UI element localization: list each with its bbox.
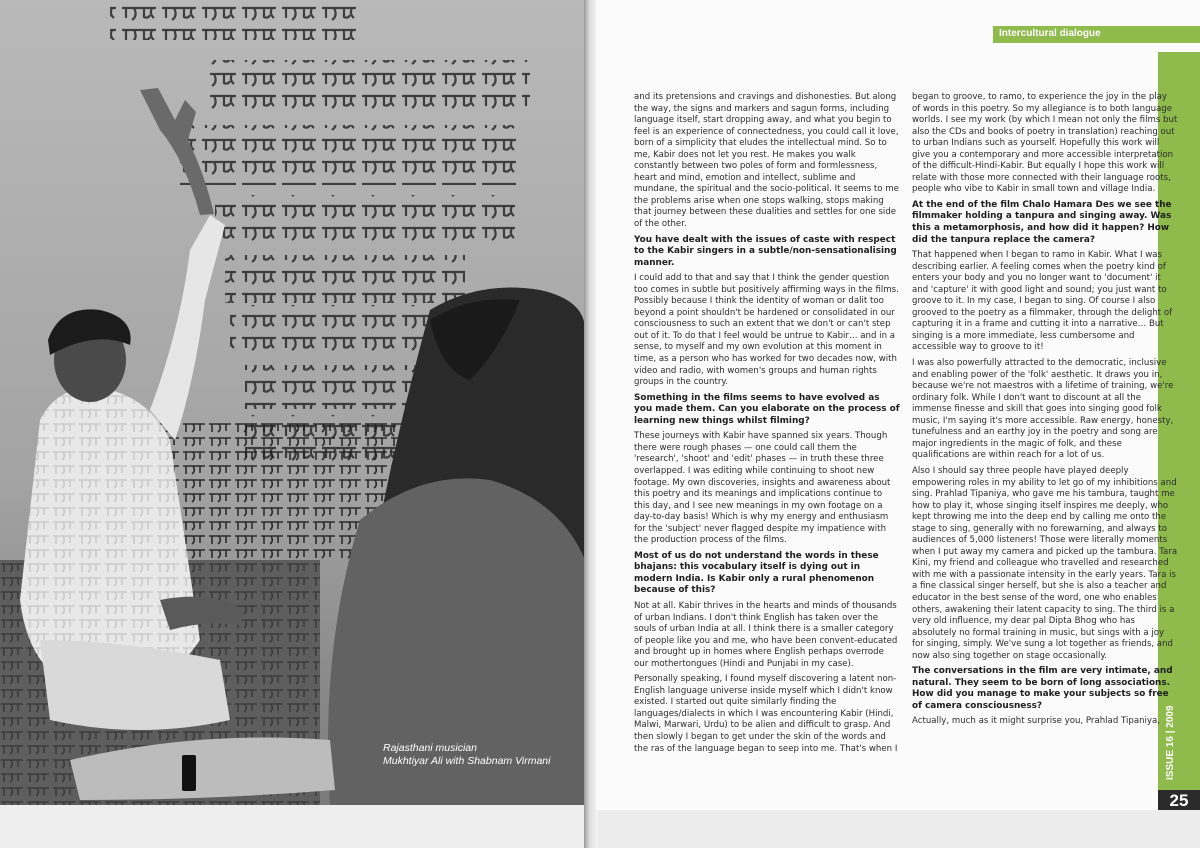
text-column-2 [912, 92, 1178, 732]
section-header [993, 26, 1200, 43]
page-number: 25 [1158, 790, 1200, 810]
article-page [596, 0, 1200, 810]
question: At the end of the film Chalo Hamara Des we see the filmmaker holding a tanpura and singing away. Was this a metamorphosis, and how did it happen? How did the tanpura replace the camera? [912, 199, 1172, 245]
paragraph: Personally speaking, I found myself discovering a latent non-English language universe inside myself which I didn't know existed. I started out quite similarly finding the languages/dialects in which I was encountering Kabir (Hindi, Malwi, Marwari, Urdu) to be alien and difficult to grasp. And then slowly I began to get under the skin of the words and the ras of the language began to seep into me. That's when I [634, 674, 898, 754]
paragraph: I could add to that and say that I think the gender question too comes in subtle but positively affirming ways in the films. Possibly because I think the identity of woman or dalit too beyond a point shouldn't be hardened or consolidated in our consciousness to such an extent that we don't or can't step out of it. To do that I feel would be untrue to Kabir… and in a sense, to myself and my own evolution at this moment in time, as a person who has worked for two decades now, with video and radio, with women's groups and human rights groups in the country. [634, 273, 899, 388]
photo-page [0, 0, 585, 805]
question: Something in the films seems to have evolved as you made them. Can you elaborate on the process of learning new things whilst filming? [634, 392, 900, 426]
scan-bottom-edge [0, 805, 585, 848]
paragraph: Also I should say three people have played deeply empowering roles in my ability to let go of my inhibitions and sing. Prahlad Tipaniya, who gave me his tambura, taught me how to play it, whose singing itself inspires me deeply, who kept throwing me into the deep end by calling me onto the stage to sing, generally with no forewarning, and always to audiences of 5,000 listeners! Those were literally moments when I put away my camera and picked up the tambura. Tara Kini, my friend and colleague who travelled and researched with me with a passionate intensity in the early years. Tara is a fine classical singer herself, but she is also a teacher and educator in the best sense of the word, one who enables others, awakening their latent capacity to sing. The third is a very old influence, my dear pal Dipta Bhog who has absolutely no formal training in music, but sings with a joy for singing, simply. We've sung a lot together as friends, and now also sing together on stage occasionally. [912, 465, 1178, 661]
question: You have dealt with the issues of caste with respect to the Kabir singers in a subtle/non-sensationalising manner. [634, 234, 897, 268]
paragraph: Not at all. Kabir thrives in the hearts and minds of thousands of urban Indians. I don't think English has taken over the souls of urban India at all. I think there is a smaller category of people like you and me, who have been convent-educated and brought up in homes where English perhaps overrode our mothertongues (Hindi and Punjabi in my case). [634, 600, 898, 669]
paragraph: These journeys with Kabir have spanned six years. Though there were rough phases — one could call them the 'research', 'shoot' and 'edit' phases — in truth these three overlapped. I was editing while continuing to shoot new footage. My own discoveries, insights and awareness about this poetry and its meanings and implications continue to this day, and I see new meanings in my own footage on a day-to-day basis! Which is why my energy and enthusiasm for the 'subject' never flagged despite my impatience with the production process of the films. [634, 431, 891, 546]
paragraph: Actually, much as it might surprise you, Prahlad Tipaniya, [912, 716, 1161, 727]
paragraph: and its pretensions and cravings and dishonesties. But along the way, the signs and markers and sagun forms, including language itself, start dropping away, and what you begin to feel is an experience of connectedness, you could call it love, born of a simplicity that eludes the intellectual mind. So to me, Kabir does not let you rest. He makes you walk constantly between two poles of form and formlessness, heart and mind, emotion and intellect, sublime and mundane, the spiritual and the socio-political. It seems to me the problems arise when one stops walking, stops making that journey between these dualities and settles for one side of the other. [634, 92, 899, 230]
caption-line-2: Mukhtiyar Ali with Shabnam Virmani [383, 755, 551, 767]
caption-line-1: Rajasthani musician [383, 742, 477, 754]
paragraph: That happened when I began to ramo in Kabir. What I was describing earlier. A feeling comes when the poetry kind of enters your body and you no longer want to 'document' it and 'capture' it with good light and sound; you just want to groove to it. In my case, I began to sing. Of course I also grooved to the poetry as a filmmaker, through the delight of capturing it in a frame and cutting it into a narrative… But singing is a more immediate, less cumbersome and accessible way to groove to it! [912, 250, 1173, 353]
question: The conversations in the film are very intimate, and natural. They seem to be born of long associations. How did you manage to make your subjects so free of camera consciousness? [912, 666, 1173, 711]
musician-photo [0, 0, 585, 805]
issue-label: ISSUE 16 | 2009 [1165, 705, 1176, 780]
question: Most of us do not understand the words in these bhajans: this vocabulary itself is dying out in modern India. Is Kabir only a rural phenomenon because of this? [634, 550, 879, 596]
paragraph: began to groove, to ramo, to experience the joy in the play of words in this poetry. So my allegiance is to both language worlds. I see my work (by which I mean not only the films but also the CDs and books of poetry in translation) reaching out to urban Indians such as yourself. Hopefully this work will give you a contemporary and more accessible interpretation of the difficult-Hindi-Kabir. But equally I hope this work will relate with those more connected with their language roots, people who vibe to Kabir in small town and village India. [912, 92, 1178, 195]
text-column-1 [634, 92, 900, 759]
photo-caption [383, 742, 573, 768]
section-label: Intercultural dialogue [999, 28, 1101, 39]
paragraph: I was also powerfully attracted to the democratic, inclusive and enabling power of the 'folk' aesthetic. It draws you in, because we're not maestros with a lifetime of training, we're ordinary folk. While I don't want to discount at all the immense finesse and skill that goes into singing good folk music, I'm saying it's more accessible. Raw energy, honesty, tunefulness and an earthy joy in the poetry and song are major ingredients in the magic of folk, and these qualifications are within reach for a lot of us. [912, 358, 1174, 461]
